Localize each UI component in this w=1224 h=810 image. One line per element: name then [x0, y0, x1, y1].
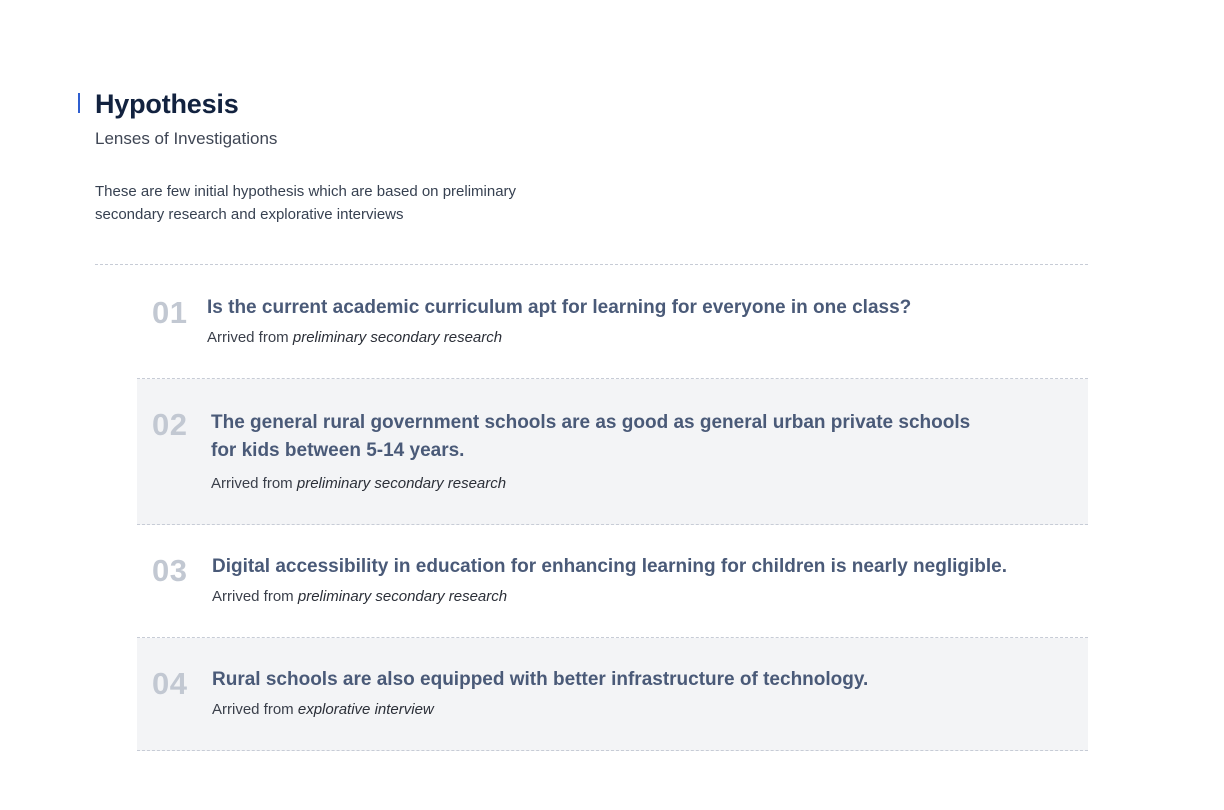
hypothesis-row-01	[137, 266, 1088, 379]
hypothesis-source	[207, 328, 502, 348]
source-prefix: Arrived from	[212, 588, 294, 605]
hypothesis-question: Rural schools are also equipped with better infrastructure of technology.	[212, 669, 869, 690]
intro-paragraph: These are few initial hypothesis which are based on preliminary secondary research and explorative interviews	[95, 183, 517, 223]
hypothesis-question: Is the current academic curriculum apt for learning for everyone in one class?	[207, 297, 912, 318]
section-divider	[95, 264, 1088, 265]
source-prefix: Arrived from	[212, 701, 294, 718]
hypothesis-source	[212, 700, 434, 720]
hypothesis-row-03	[137, 525, 1088, 638]
source-name: explorative interview	[297, 701, 434, 718]
title-accent-bar	[78, 93, 80, 113]
source-name: preliminary secondary research	[297, 588, 508, 605]
hypothesis-number: 04	[152, 666, 188, 701]
page-subtitle: Lenses of Investigations	[95, 129, 278, 148]
source-prefix: Arrived from	[207, 329, 289, 346]
hypothesis-source	[211, 474, 506, 494]
hypothesis-question: Digital accessibility in education for enhancing learning for children is nearly negligible.	[212, 556, 1008, 577]
hypothesis-source	[212, 587, 507, 607]
hypothesis-number: 01	[152, 295, 188, 330]
source-name: preliminary secondary research	[296, 475, 507, 492]
source-prefix: Arrived from	[211, 475, 293, 492]
page-title: Hypothesis	[95, 89, 239, 119]
hypothesis-number: 02	[152, 407, 188, 442]
hypothesis-row-04	[137, 638, 1088, 751]
source-name: preliminary secondary research	[292, 329, 503, 346]
hypothesis-number: 03	[152, 553, 188, 588]
hypothesis-question: The general rural government schools are as good as general urban private schools for kids between 5-14 years.	[211, 412, 971, 461]
hypothesis-row-02	[137, 379, 1088, 525]
